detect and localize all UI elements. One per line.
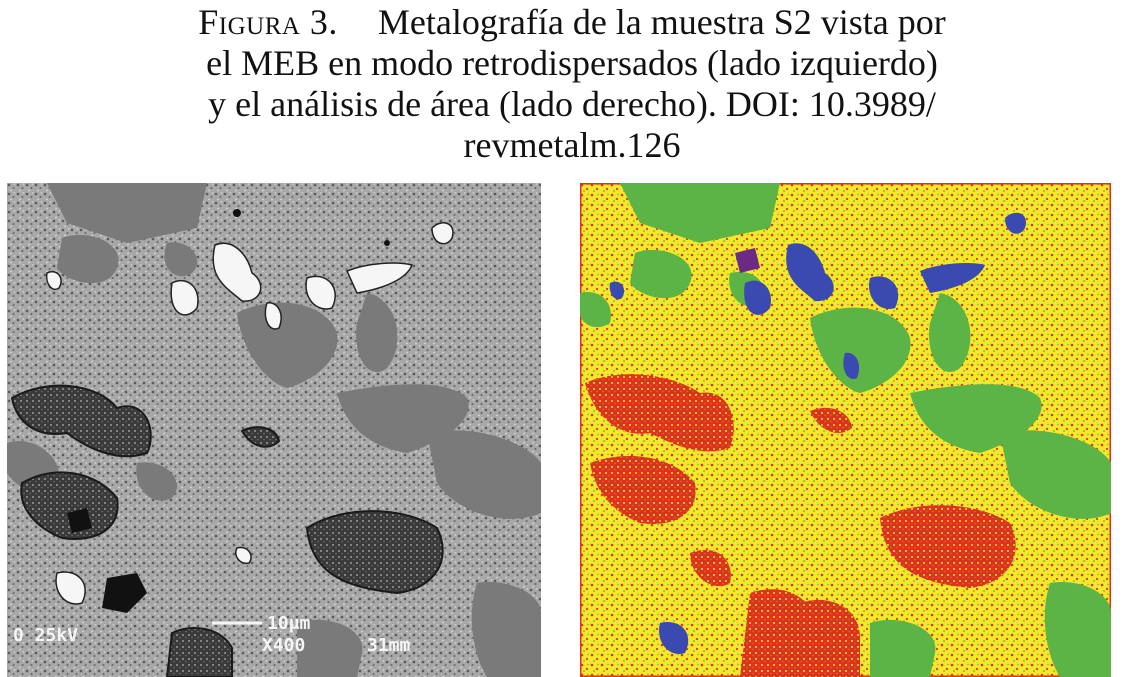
figure-label: Figura 3. bbox=[198, 2, 338, 42]
sem-micrograph bbox=[7, 183, 541, 677]
caption-line-3: y el análisis de área (lado derecho). DOI: 10.3989/ bbox=[208, 84, 936, 124]
caption-line-4: revmetalm.126 bbox=[463, 125, 681, 165]
caption-line-2: el MEB en modo retrodispersados (lado izquierdo) bbox=[206, 43, 938, 83]
sem-working-distance: 31mm bbox=[367, 635, 411, 656]
figure-caption bbox=[0, 2, 1144, 166]
caption-text-1: Metalografía de la muestra S2 vista por bbox=[377, 2, 946, 42]
caption-line-1 bbox=[0, 2, 1144, 43]
sem-info-left: 0 25kV bbox=[13, 625, 79, 646]
area-analysis-image bbox=[580, 183, 1111, 677]
sem-scale-label: 10μm bbox=[267, 613, 311, 634]
sem-magnification: X400 bbox=[262, 635, 306, 656]
